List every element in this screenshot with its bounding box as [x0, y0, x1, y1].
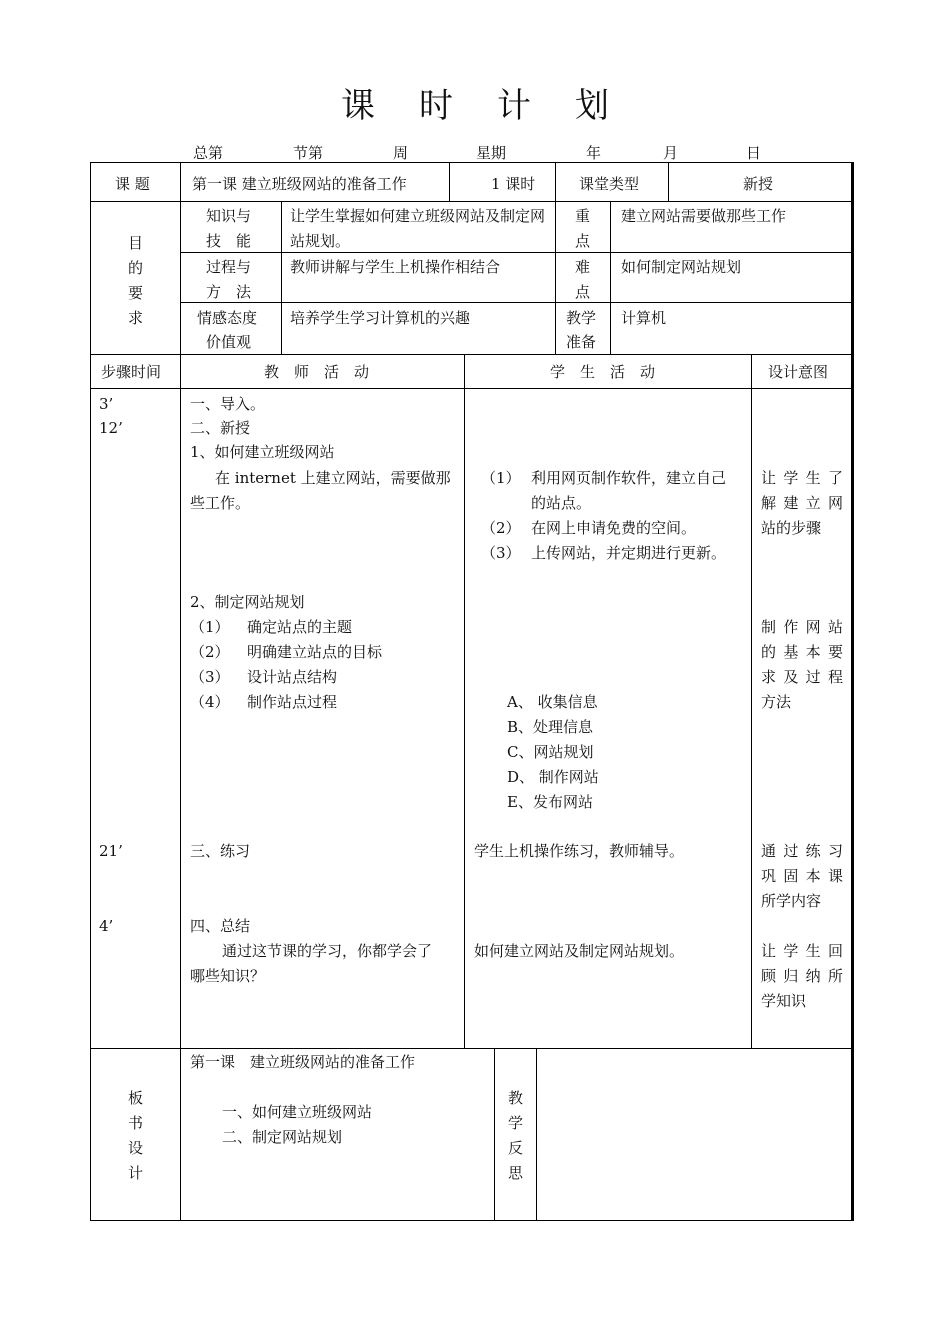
teacher-s2-num: （3） [190, 668, 230, 686]
obj-row-label: 知识与 [206, 207, 252, 225]
objectives-label: 目 [128, 234, 144, 252]
teacher-s1-text: 些工作。 [190, 494, 251, 512]
board-label: 板 [128, 1089, 144, 1107]
teacher-s2-text: 确定站点的主题 [247, 618, 353, 636]
intent-line: 学知识 [761, 992, 807, 1010]
obj-row-label: 方 法 [206, 283, 252, 301]
student-sub-item: C、网站规划 [507, 743, 594, 761]
student-text: 在网上申请免费的空间。 [531, 519, 697, 537]
title-char: 计 [497, 86, 531, 126]
teacher-s2-num: （4） [190, 693, 230, 711]
teacher-summary-text: 通过这节课的学习，你都学会了 [222, 942, 433, 960]
reflect-label: 反 [508, 1139, 524, 1157]
field-section: 节第 [293, 144, 324, 162]
step-time: 21’ [99, 842, 123, 860]
field-total: 总第 [193, 144, 224, 162]
page-title [0, 78, 950, 127]
obj-side-label: 重 [575, 207, 591, 225]
step-time: 12’ [99, 419, 123, 437]
steps-intent-header: 设计意图 [768, 363, 829, 381]
field-month: 月 [663, 144, 679, 162]
objectives-label: 的 [128, 259, 144, 277]
type-label: 课堂类型 [579, 175, 640, 193]
steps-student-header: 学 生 活 动 [550, 363, 656, 381]
field-day: 日 [746, 144, 762, 162]
obj-side-content: 如何制定网站规划 [621, 258, 742, 276]
reflect-label: 教 [508, 1089, 524, 1107]
intent-line: 所学内容 [761, 892, 822, 910]
steps-time-header: 步骤时间 [101, 363, 162, 381]
intent-line: 解建立网 [761, 494, 843, 512]
field-year: 年 [586, 144, 602, 162]
intent-line: 通过练习 [761, 842, 843, 860]
step-time: 4’ [99, 917, 114, 935]
teacher-s2-text: 制作站点过程 [247, 693, 338, 711]
student-summary: 如何建立网站及制定网站规划。 [474, 942, 685, 960]
board-item: 一、如何建立班级网站 [222, 1103, 373, 1121]
obj-side-label: 难 [575, 258, 591, 276]
step-time: 3’ [99, 395, 114, 413]
teacher-s2-num: （2） [190, 643, 230, 661]
student-num: （3） [481, 544, 521, 562]
teacher-summary: 四、总结 [190, 917, 251, 935]
teacher-s2-title: 2、制定网站规划 [190, 593, 305, 611]
obj-row-label: 价值观 [206, 333, 252, 351]
intent-line: 方法 [761, 693, 792, 711]
steps-teacher-header: 教 师 活 动 [264, 363, 370, 381]
intent-line: 让学生回 [761, 942, 843, 960]
type-value: 新授 [743, 175, 774, 193]
intent-line: 让学生了 [761, 469, 843, 487]
intent-line: 制作网站 [761, 618, 843, 636]
obj-row-label: 过程与 [206, 258, 252, 276]
topic-value: 第一课 建立班级网站的准备工作 [192, 175, 407, 193]
student-sub-item: E、发布网站 [507, 793, 593, 811]
student-num: （2） [481, 519, 521, 537]
student-sub-item: A、 收集信息 [507, 693, 598, 711]
hours-value: 1 课时 [491, 175, 536, 193]
reflect-label: 思 [508, 1164, 524, 1182]
board-label: 计 [128, 1164, 144, 1182]
obj-row-label: 情感态度 [197, 309, 258, 327]
board-label: 书 [128, 1114, 144, 1132]
obj-side-label: 教学 [566, 309, 597, 327]
topic-label: 课 题 [115, 175, 150, 193]
field-weekday: 星期 [476, 144, 507, 162]
teacher-s1-title: 1、如何建立班级网站 [190, 443, 335, 461]
obj-row-content: 培养学生学习计算机的兴趣 [290, 309, 471, 327]
objectives-label: 要 [128, 284, 144, 302]
obj-row-content: 教师讲解与学生上机操作相结合 [290, 258, 501, 276]
obj-side-content: 计算机 [621, 309, 667, 327]
field-week: 周 [393, 144, 409, 162]
board-item: 二、制定网站规划 [222, 1128, 343, 1146]
title-char: 时 [419, 86, 453, 126]
teacher-practice: 三、练习 [190, 842, 251, 860]
intent-line: 巩固本课 [761, 867, 843, 885]
reflect-label: 学 [508, 1114, 524, 1132]
student-practice: 学生上机操作练习，教师辅导。 [474, 842, 685, 860]
board-label: 设 [128, 1139, 144, 1157]
student-num: （1） [481, 469, 521, 487]
intent-line: 顾归纳所 [761, 967, 843, 985]
intent-line: 求及过程 [761, 668, 843, 686]
title-char: 课 [341, 86, 375, 126]
board-title: 第一课 建立班级网站的准备工作 [190, 1053, 416, 1071]
obj-side-label: 点 [575, 232, 591, 250]
teacher-intro: 一、导入。 [190, 395, 266, 413]
teacher-s2-text: 明确建立站点的目标 [247, 643, 383, 661]
teacher-s2-text: 设计站点结构 [247, 668, 338, 686]
obj-side-label: 准备 [566, 333, 597, 351]
teacher-new: 二、新授 [190, 419, 251, 437]
obj-side-content: 建立网站需要做那些工作 [621, 207, 787, 225]
teacher-s1-text: 在 internet 上建立网站，需要做那 [215, 469, 451, 487]
intent-line: 的基本要 [761, 643, 843, 661]
student-text: 的站点。 [531, 494, 592, 512]
obj-side-label: 点 [575, 283, 591, 301]
intent-line: 站的步骤 [761, 519, 822, 537]
student-text: 利用网页制作软件，建立自己 [531, 469, 727, 487]
obj-row-label: 技 能 [206, 232, 252, 250]
objectives-label: 求 [128, 309, 144, 327]
student-sub-item: D、 制作网站 [507, 768, 599, 786]
student-text: 上传网站，并定期进行更新。 [531, 544, 727, 562]
obj-row-content: 让学生掌握如何建立班级网站及制定网站规划。 [290, 207, 546, 250]
title-char: 划 [575, 86, 609, 126]
teacher-s2-num: （1） [190, 618, 230, 636]
teacher-summary-text: 哪些知识？ [190, 967, 266, 985]
student-sub-item: B、处理信息 [507, 718, 594, 736]
